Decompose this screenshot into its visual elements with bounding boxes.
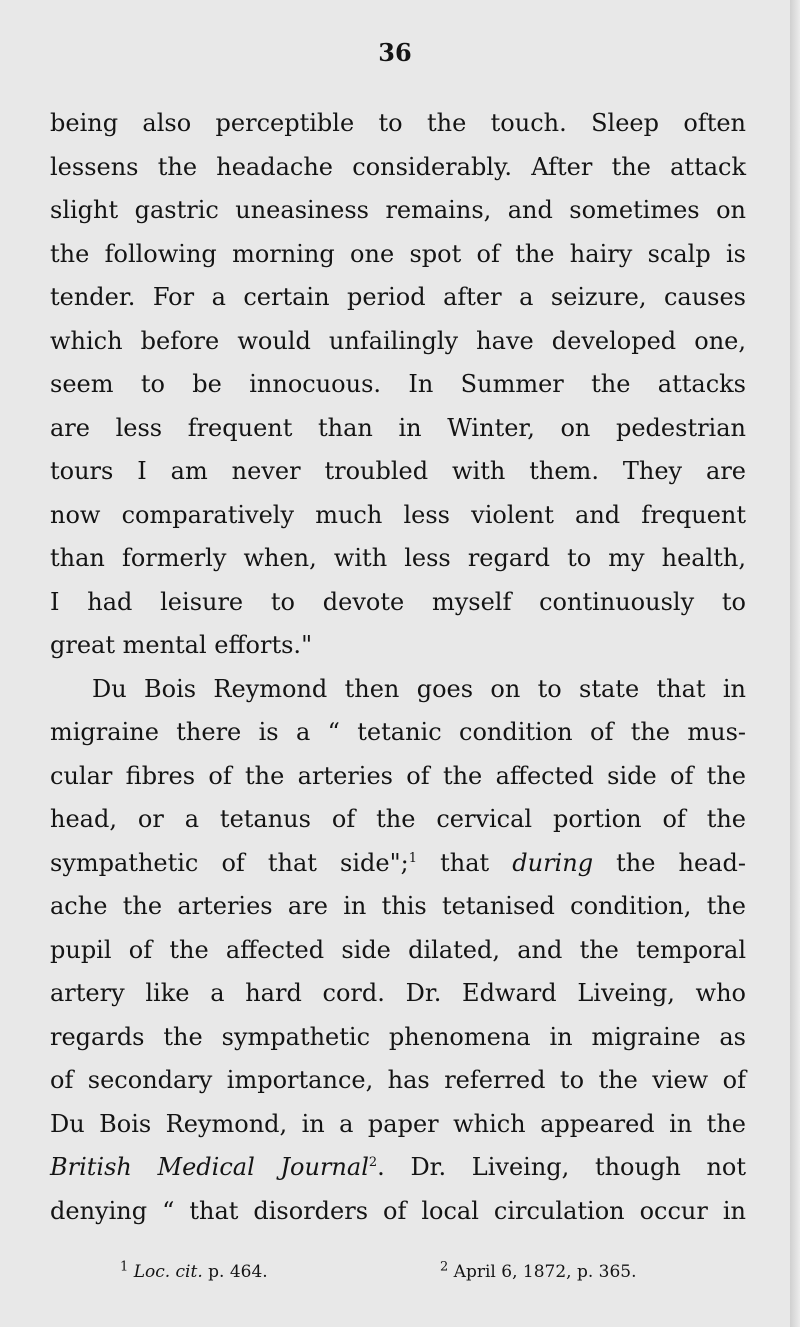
paragraph-start-line: Du Bois Reymond then goes on to state that in (92, 674, 746, 703)
body-text (50, 102, 746, 1233)
footnote-marker: 2 (368, 1155, 378, 1170)
text-line: great mental efforts." (50, 631, 313, 659)
footnote-reference: Loc. cit. (133, 1262, 203, 1282)
text-line: tender. For a certain period after a seizure, causes (50, 283, 746, 311)
text-line: cular fibres of the arteries of the affected side of the (50, 761, 746, 790)
text-line: ache the arteries are in this tetanised condition, the (50, 892, 746, 920)
text-line: regards the sympathetic phenomena in migraine as (50, 1022, 746, 1051)
text-line: migraine there is a “ tetanic condition of the mus- (50, 718, 746, 746)
journal-title: British Medical Journal (50, 1153, 369, 1181)
text-line: now comparatively much less violent and frequent (50, 500, 746, 529)
text-line: the following morning one spot of the hairy scalp is (50, 239, 746, 268)
text-line: pupil of the affected side dilated, and the temporal (50, 935, 746, 964)
text-line: tours I am never troubled with them. They are (50, 457, 746, 485)
text-segment: . Dr. Liveing, though not (377, 1153, 746, 1181)
footnote-text: April 6, 1872, p. 365. (448, 1262, 637, 1282)
footnote-marker: 1 (120, 1259, 129, 1275)
footnote-1 (120, 1259, 268, 1282)
text-line: I had leisure to devote myself continuously to (50, 587, 746, 616)
text-segment: that (417, 848, 513, 877)
text-line: Du Bois Reymond, in a paper which appeared in the (50, 1109, 746, 1138)
text-line: seem to be innocuous. In Summer the attacks (50, 370, 746, 398)
text-line-with-footnote (50, 1146, 746, 1190)
text-line: artery like a hard cord. Dr. Edward Liveing, who (50, 979, 746, 1007)
text-line: denying “ that disorders of local circulation occur in (50, 1196, 746, 1225)
text-line: of secondary importance, has referred to the view of (50, 1066, 746, 1094)
page-edge (790, 0, 800, 1327)
footnote-2 (440, 1259, 637, 1282)
text-segment: sympathetic of that side"; (50, 848, 409, 877)
footnote-marker: 1 (408, 850, 418, 866)
text-line: lessens the headache considerably. After the attack (50, 152, 746, 181)
text-line: being also perceptible to the touch. Sleep often (50, 109, 746, 137)
footnote-text: p. 464. (202, 1262, 268, 1282)
text-line: are less frequent than in Winter, on pedestrian (50, 413, 746, 442)
page-number: 36 (378, 38, 412, 67)
text-line: than formerly when, with less regard to my health, (50, 544, 746, 572)
italic-word: during (512, 848, 594, 877)
text-segment: the head- (593, 848, 746, 877)
text-line: head, or a tetanus of the cervical portion of the (50, 805, 746, 833)
text-line: slight gastric uneasiness remains, and sometimes on (50, 196, 746, 224)
text-line-with-footnote (50, 842, 746, 886)
text-line: which before would unfailingly have developed one, (50, 326, 746, 355)
footnote-marker: 2 (440, 1259, 449, 1275)
